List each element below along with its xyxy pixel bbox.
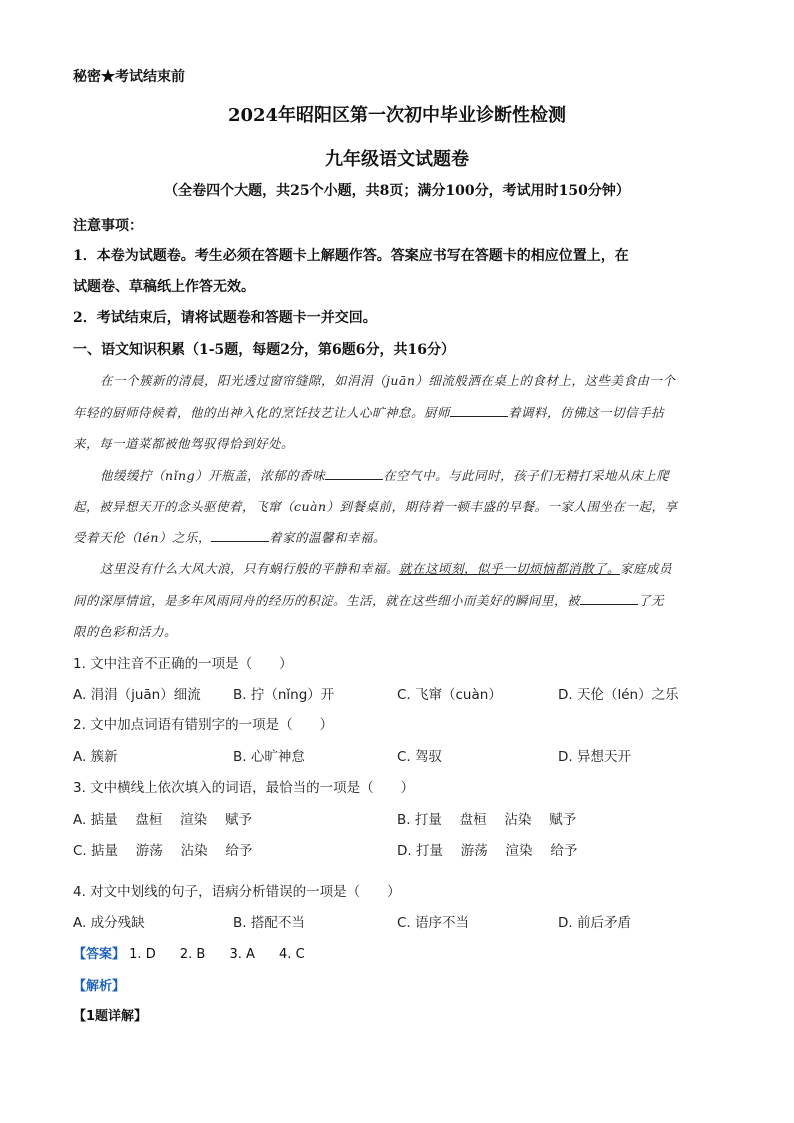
passage-line [100, 559, 748, 577]
q3-option-d: D. 打量 游荡 渲染 给予 [397, 843, 578, 859]
exam-title: 2024年昭阳区第一次初中毕业诊断性检测 [227, 105, 567, 126]
q4-option-c: C. 语序不当 [397, 915, 470, 931]
fill-blank-1 [450, 404, 508, 417]
q4-option-a: A. 成分残缺 [73, 915, 145, 931]
detail-label: 【1题详解】 [73, 1009, 148, 1024]
q1-option-b: B. 拧（nǐng）开 [233, 687, 335, 703]
question-1: 1. 文中注音不正确的一项是（ ） [73, 656, 293, 672]
passage-text: 受着天伦（lén）之乐， [73, 530, 211, 545]
q1-option-c: C. 飞窜（cuàn） [397, 687, 502, 703]
q2-option-c: C. 驾驭 [397, 749, 443, 765]
passage-text: 在空气中。与此同时，孩子们无精打采地从床上爬 [383, 468, 670, 483]
q2-option-b: B. 心旷神怠 [233, 749, 305, 765]
passage-line: 来，每一道菜都被他驾驭得恰到好处。 [73, 436, 295, 451]
fill-blank-3 [211, 529, 269, 542]
passage-text: 着调料，仿佛这一切信手拈 [508, 405, 665, 420]
q2-option-a: A. 簇新 [73, 749, 118, 765]
passage-text: 间的深厚情谊，是多年风雨同舟的经历的积淀。生活，就在这些细小而美好的瞬间里，被 [73, 593, 581, 608]
passage-text: 他缓缓拧（nǐng）开瓶盖，浓郁的香味 [100, 468, 326, 483]
q4-option-d: D. 前后矛盾 [558, 915, 631, 931]
passage-line [73, 528, 721, 546]
confidential-label: 秘密★考试结束前 [73, 69, 185, 85]
question-2: 2. 文中加点词语有错别字的一项是（ ） [73, 717, 334, 733]
answer-4: 4. C [279, 947, 305, 962]
notes-item-2: 2．考试结束后，请将试题卷和答题卡一并交回。 [73, 310, 377, 326]
q3-option-b: B. 打量 盘桓 沾染 赋予 [397, 812, 577, 828]
answer-label: 【答案】 [73, 947, 126, 962]
question-3: 3. 文中横线上依次填入的词语，最恰当的一项是（ ） [73, 780, 415, 796]
passage-line [73, 403, 721, 421]
notes-item-1-line-2: 试题卷、草稿纸上作答无效。 [73, 279, 255, 295]
q3-option-c: C. 掂量 游荡 沾染 给予 [73, 843, 253, 859]
q2-option-d: D. 异想天开 [558, 749, 631, 765]
notes-heading: 注意事项： [73, 218, 143, 234]
exam-info: （全卷四个大题，共25个小题，共8页；满分100分，考试用时150分钟） [164, 183, 630, 199]
answer-3: 3. A [229, 947, 255, 962]
passage-text: 了无 [638, 593, 665, 608]
exam-subject-title: 九年级语文试题卷 [325, 149, 469, 170]
fill-blank-2 [325, 467, 383, 480]
passage-text: 着家的温馨和幸福。 [268, 530, 386, 545]
fill-blank-4 [580, 592, 638, 605]
passage-line [73, 591, 721, 609]
notes-item-1-line-1: 1．本卷为试题卷。考生必须在答题卡上解题作答。答案应书写在答题卡的相应位置上，在 [73, 248, 629, 264]
q1-option-a: A. 涓涓（juān）细流 [73, 687, 201, 703]
passage-text: 年轻的厨师侍候着，他的出神入化的烹饪技艺让人心旷神怠。厨师 [73, 405, 451, 420]
passage-line [100, 466, 748, 484]
section-1-heading: 一、语文知识积累（1-5题，每题2分，第6题6分，共16分） [73, 342, 455, 358]
passage-text: 这里没有什么大风大浪，只有蜗行般的平静和幸福。 [100, 561, 400, 576]
q3-option-a: A. 掂量 盘桓 渲染 赋予 [73, 812, 252, 828]
analysis-label: 【解析】 [73, 979, 126, 994]
passage-line: 在一个簇新的清晨，阳光透过窗帘缝隙，如涓涓（juān）细流般洒在桌上的食材上，这些美食由一个 [100, 373, 676, 388]
q1-option-d: D. 天伦（lén）之乐 [558, 687, 679, 703]
q4-option-b: B. 搭配不当 [233, 915, 305, 931]
passage-text: 家庭成员 [620, 561, 673, 576]
answer-2: 2. B [179, 947, 206, 962]
question-4: 4. 对文中划线的句子，语病分析错误的一项是（ ） [73, 884, 401, 900]
passage-line: 限的色彩和活力。 [73, 624, 178, 639]
underlined-sentence: 就在这顷刻，似乎一切烦恼都消散了。 [399, 561, 621, 576]
answer-1: 1. D [129, 947, 156, 962]
answer-line [73, 943, 325, 962]
passage-line: 起，被异想天开的念头驱使着，飞窜（cuàn）到餐桌前，期待着一顿丰盛的早餐。一家人围坐在一起，享 [73, 499, 678, 514]
